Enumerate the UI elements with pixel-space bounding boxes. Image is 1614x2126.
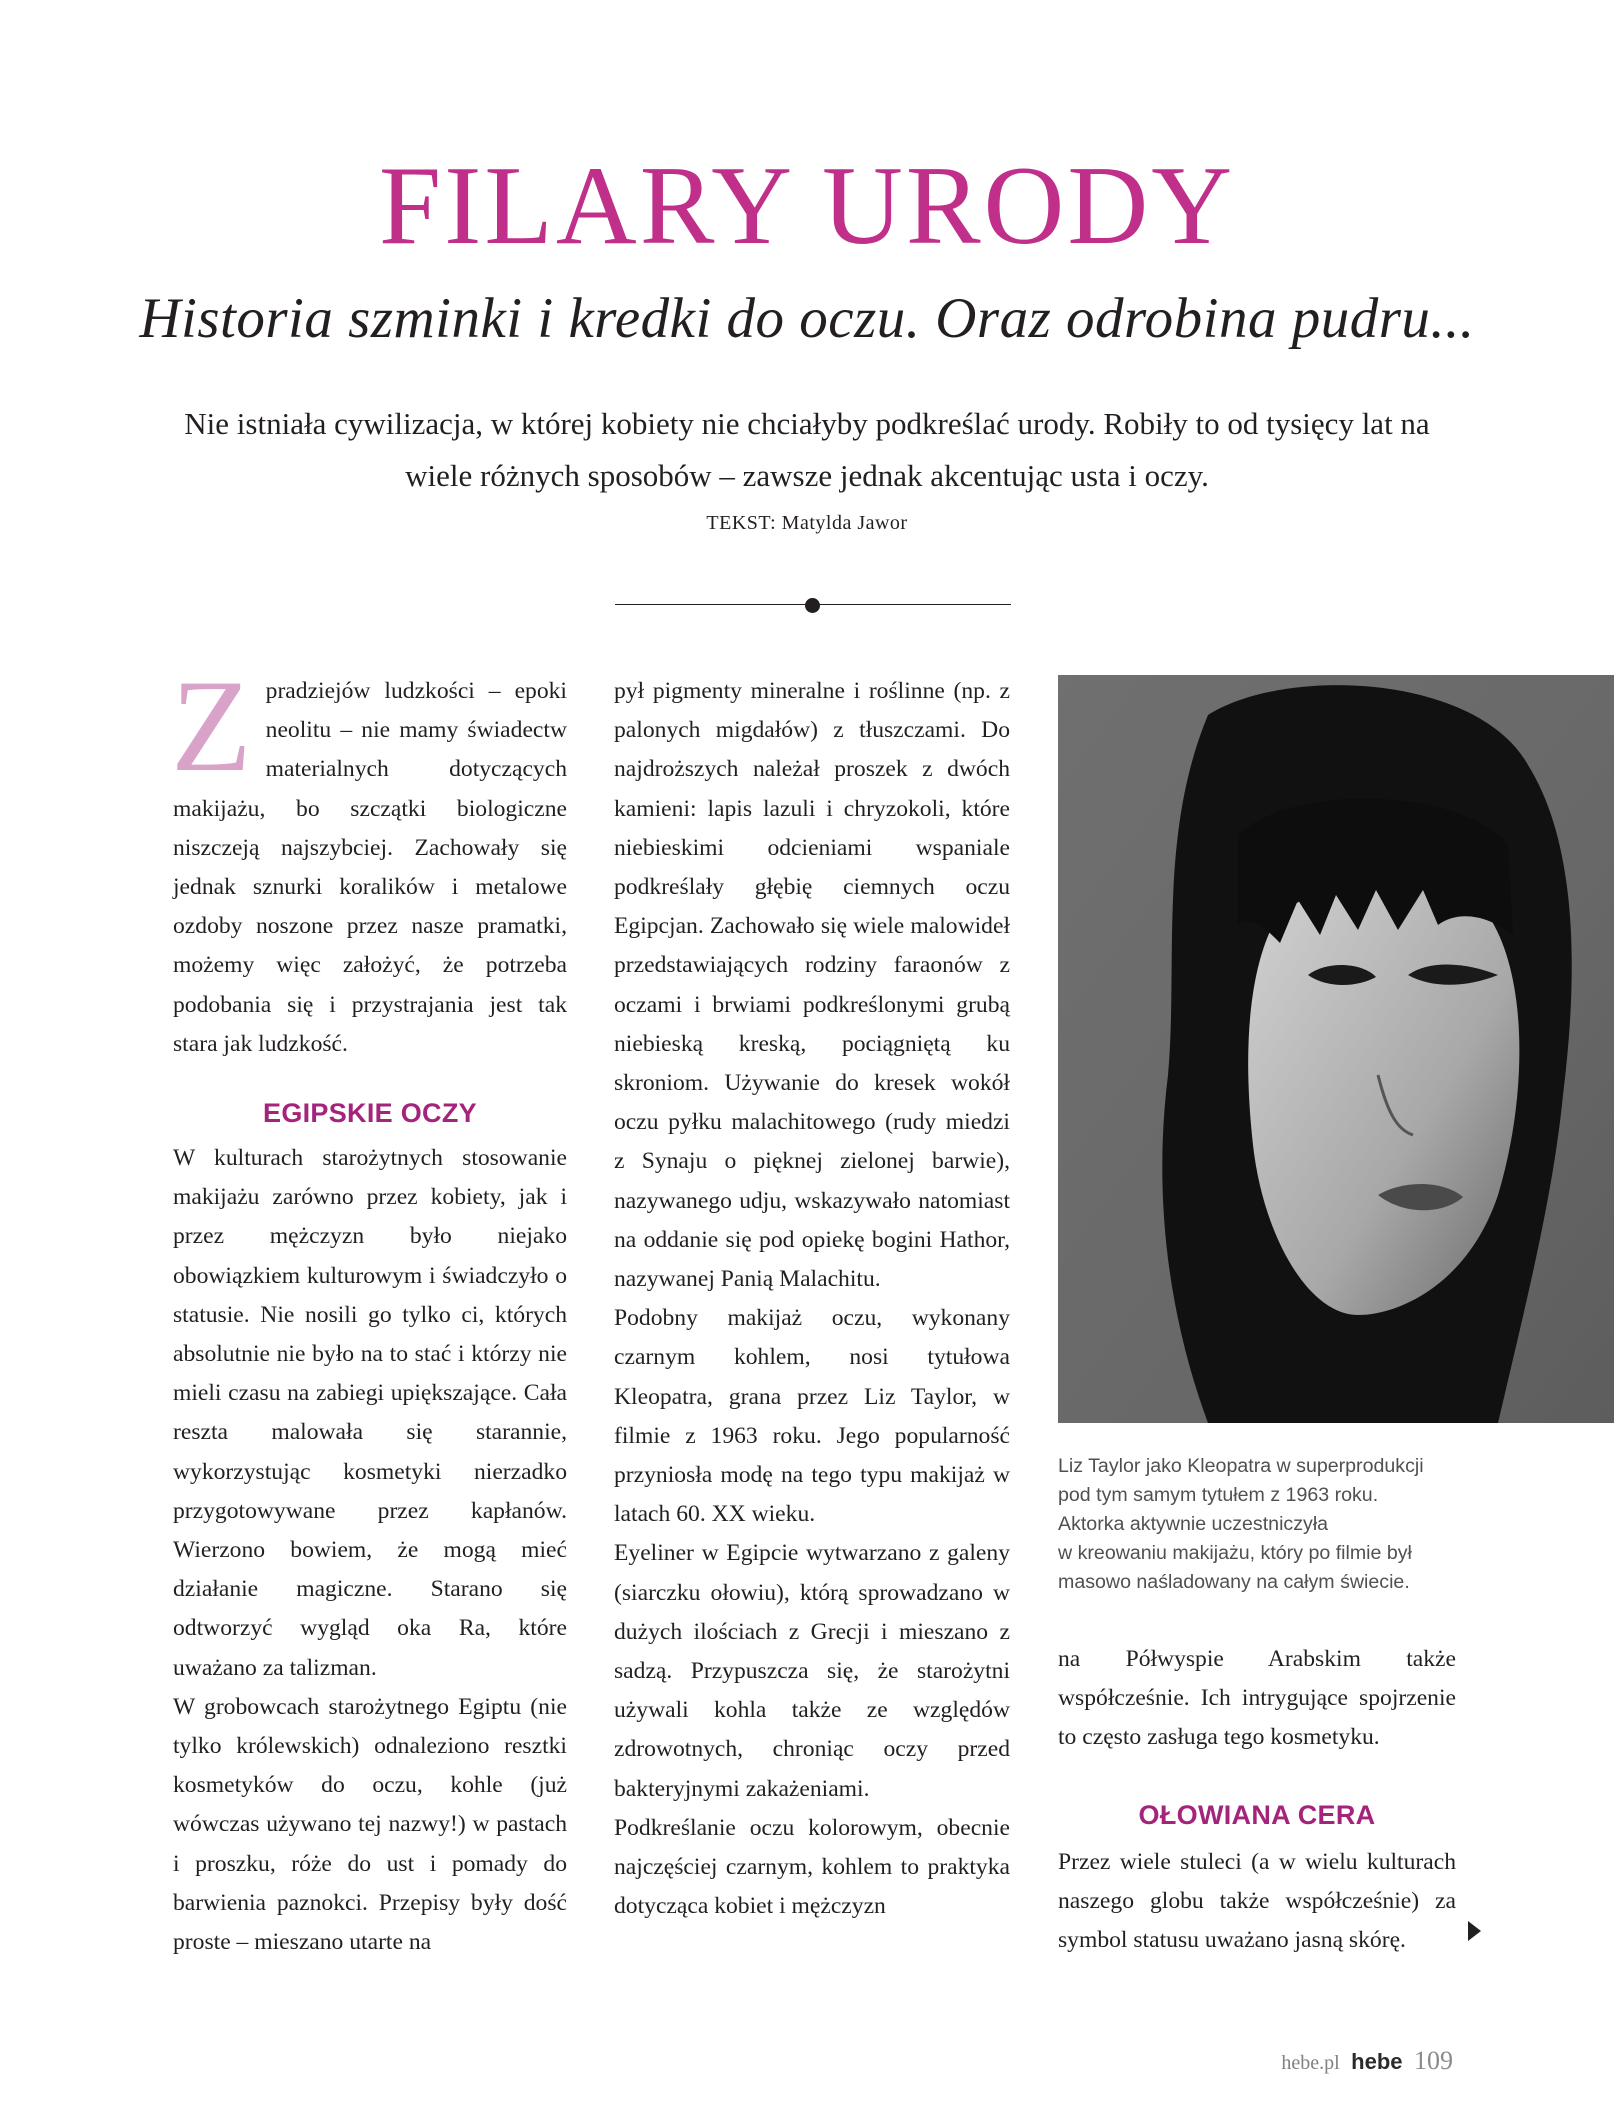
paragraph: pył pigmenty mineralne i roślinne (np. z palonych migdałów) z tłuszczami. Do najdroższych należał proszek z dwóch kamieni: lapis lazuli i chryzokoli, które niebieskimi odcieniami wspaniale podkreślały głębię ciemnych oczu Egipcjan. Zachowało się wiele malowideł przedstawiających rodziny faraonów z oczami i brwiami podkreślonymi grubą niebieską kreską, pociągniętą ku skroniom. Używanie do kresek wokół oczu pyłku malachitowego (rudy miedzi z Synaju o pięknej zielonej barwie), nazywanego udju, wskazywało natomiast na oddanie się pod opiekę bogini Hathor, nazywanej Panią Malachitu. xyxy=(614,678,1010,1293)
caption-line: Aktorka aktywnie uczestniczyła xyxy=(1058,1513,1329,1535)
hebe-logo: hebe xyxy=(1351,2049,1403,2074)
cleopatra-photo xyxy=(1058,675,1614,1423)
column-2 xyxy=(614,672,1010,1927)
divider-dot xyxy=(805,598,820,613)
divider-ornament xyxy=(615,598,1011,612)
column-3 xyxy=(1058,1640,1456,1960)
lead-paragraph: Nie istniała cywilizacja, w której kobiety nie chciałyby podkreślać urody. Robiły to od tysięcy lat na wiele różnych sposobów – zawsze jednak akcentując usta i oczy. xyxy=(184,406,1430,493)
page-title: FILARY URODY xyxy=(378,144,1236,268)
page-number: 109 xyxy=(1414,2046,1453,2075)
continue-arrow-icon xyxy=(1468,1921,1481,1941)
caption-line: masowo naśladowany na całym świecie. xyxy=(1058,1571,1410,1593)
paragraph: Eyeliner w Egipcie wytwarzano z galeny (siarczku ołowiu), którą sprowadzano w dużych ilościach z Grecji i mieszano z sadzą. Przypuszcza się, że starożytni używali kohla także ze względów zdrowotnych, chroniąc oczy przed bakteryjnymi zakażeniami. xyxy=(614,1540,1010,1802)
subtitle: Historia szminki i kredki do oczu. Oraz odrobina pudru... xyxy=(139,287,1475,350)
drop-cap: Z xyxy=(171,652,252,799)
page-footer xyxy=(1281,2046,1453,2076)
paragraph: Przez wiele stuleci (a w wielu kulturach naszego globu także współcześnie) za symbol statusu uważano jasną skórę. xyxy=(1058,1848,1456,1954)
intro-paragraph xyxy=(171,652,567,1064)
paragraph: Podkreślanie oczu kolorowym, obecnie najczęściej czarnym, kohlem to praktyka dotycząca kobiet i mężczyzn xyxy=(614,1814,1010,1920)
caption-line: w kreowaniu makijażu, który po filmie był xyxy=(1058,1542,1412,1564)
caption-line: pod tym samym tytułem z 1963 roku. xyxy=(1058,1484,1379,1506)
paragraph: Podobny makijaż oczu, wykonany czarnym kohlem, nosi tytułowa Kleopatra, grana przez Liz Taylor, w filmie z 1963 roku. Jego popularność przyniosła modę na tego typu makijaż w latach 60. XX wieku. xyxy=(614,1305,1010,1528)
byline: TEKST: Matylda Jawor xyxy=(706,512,908,534)
intro-text: pradziejów ludzkości – epoki neolitu – nie mamy świadectw materialnych dotyczących makijażu, bo szczątki biologiczne niszczeją najszybciej. Zachowały się jednak sznurki koralików i metalowe ozdoby noszone przez nasze pramatki, możemy więc założyć, że potrzeba podobania się i przystrajania jest tak stara jak ludzkość. xyxy=(173,678,567,1057)
photo-caption xyxy=(1058,1452,1458,1597)
caption-line: Liz Taylor jako Kleopatra w superprodukcji xyxy=(1058,1455,1424,1477)
section-heading-egipskie-oczy: EGIPSKIE OCZY xyxy=(263,1098,477,1129)
paragraph: W kulturach starożytnych stosowanie makijażu zarówno przez kobiety, jak i przez mężczyzn było niejako obowiązkiem kulturowym i świadczyło o statusie. Nie nosili go tylko ci, których absolutnie nie było na to stać i którzy nie mieli czasu na zabiegi upiększające. Cała reszta malowała się starannie, wykorzystując kosmetyki nierzadko przygotowywane przez kapłanów. Wierzono bowiem, że mogą mieć działanie magiczne. Starano się odtworzyć wygląd oka Ra, które uważano za talizman. xyxy=(173,1145,567,1681)
portrait-illustration xyxy=(1058,675,1614,1423)
paragraph: W grobowcach starożytnego Egiptu (nie tylko królewskich) odnaleziono resztki kosmetyków do oczu, kohle (już wówczas używano tej nazwy!) w pastach i proszku, róże do ust i pomady do barwienia paznokci. Przepisy były dość proste – mieszano utarte na xyxy=(173,1693,567,1956)
footer-site: hebe.pl xyxy=(1281,2052,1340,2074)
paragraph: na Półwyspie Arabskim także współcześnie. Ich intrygujące spojrzenie to często zasługa tego kosmetyku. xyxy=(1058,1646,1456,1751)
section-heading-olowiana-cera: OŁOWIANA CERA xyxy=(1138,1799,1376,1830)
column-1 xyxy=(171,652,567,1962)
